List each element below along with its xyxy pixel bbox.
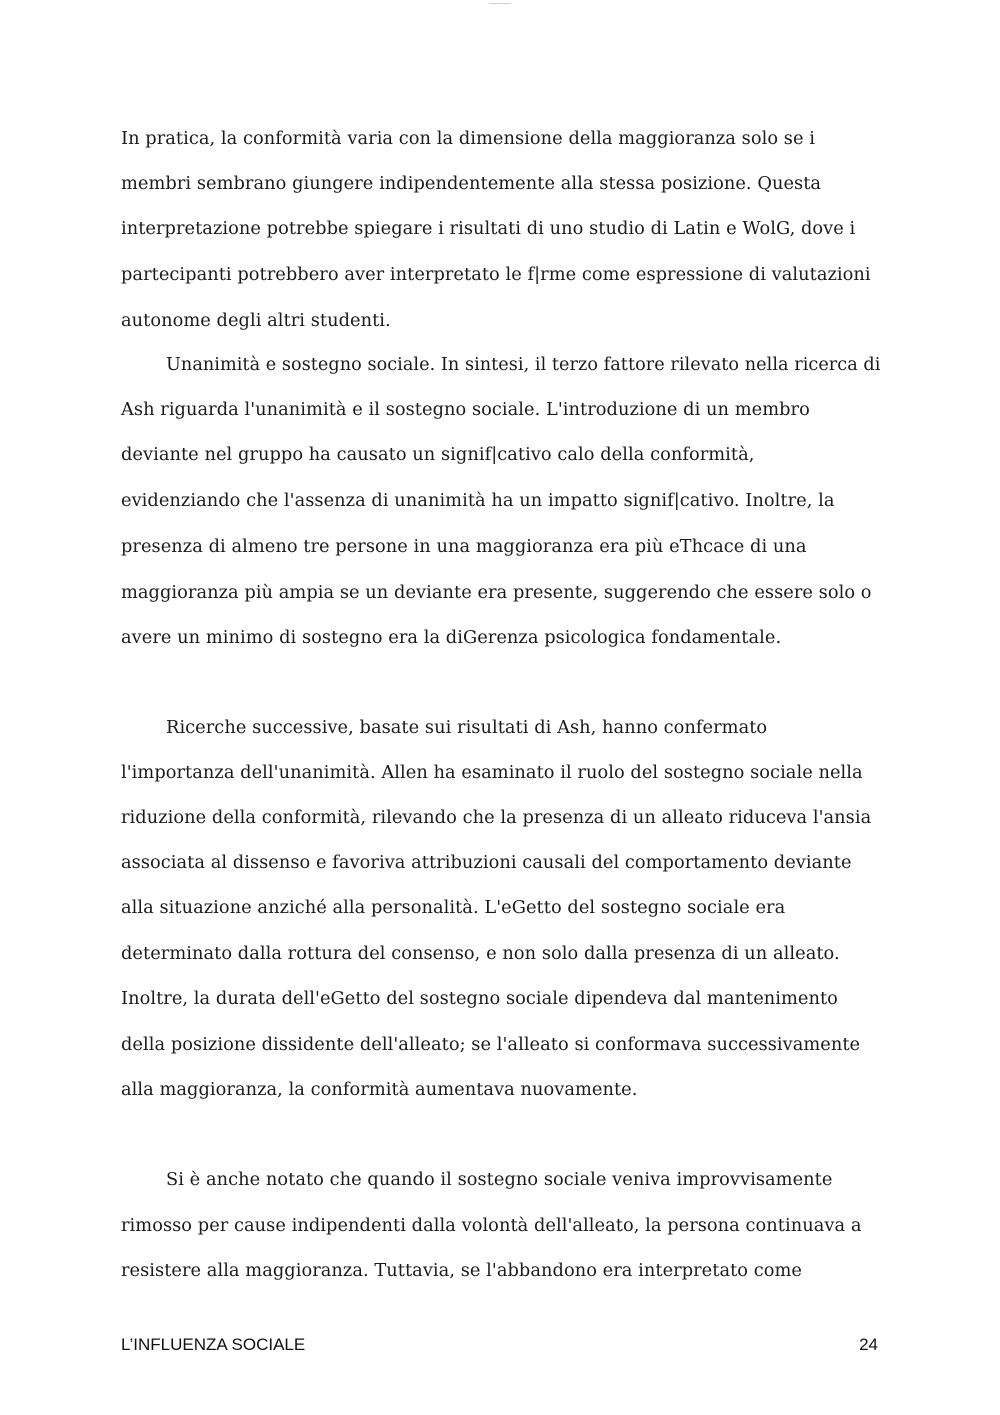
text-line: associata al dissenso e favoriva attribuzioni causali del comportamento deviante	[121, 852, 852, 873]
text-line: membri sembrano giungere indipendentemente alla stessa posizione. Questa	[121, 173, 822, 194]
text-line: Ricerche successive, basate sui risultati di Ash, hanno confermato	[166, 717, 768, 738]
text-line: rimosso per cause indipendenti dalla volontà dell'alleato, la persona continuava a	[121, 1215, 862, 1236]
text-line: alla situazione anziché alla personalità. L'eGetto del sostegno sociale era	[121, 897, 786, 918]
text-line: partecipanti potrebbero aver interpretato le f|rme come espressione di valutazioni	[121, 264, 871, 285]
text-line: Ash riguarda l'unanimità e il sostegno sociale. L'introduzione di un membro	[121, 399, 810, 420]
footer-title: L’INFLUENZA SOCIALE	[121, 1335, 306, 1354]
text-line: avere un minimo di sostegno era la diGerenza psicologica fondamentale.	[121, 627, 782, 648]
page-number: 24	[859, 1335, 878, 1354]
text-line: l'importanza dell'unanimità. Allen ha esaminato il ruolo del sostegno sociale nella	[121, 762, 863, 783]
text-line: Unanimità e sostegno sociale. In sintesi, il terzo fattore rilevato nella ricerca di	[166, 354, 881, 375]
text-line: evidenziando che l'assenza di unanimità ha un impatto signif|cativo. Inoltre, la	[121, 490, 835, 511]
text-line: presenza di almeno tre persone in una maggioranza era più eThcace di una	[121, 536, 807, 557]
text-line: autonome degli altri studenti.	[121, 310, 391, 331]
text-line: determinato dalla rottura del consenso, e non solo dalla presenza di un alleato.	[121, 943, 840, 964]
header-mark	[489, 0, 511, 4]
text-line: riduzione della conformità, rilevando che la presenza di un alleato riduceva l'ansia	[121, 807, 872, 828]
text-line: resistere alla maggioranza. Tuttavia, se l'abbandono era interpretato come	[121, 1260, 802, 1281]
text-line: della posizione dissidente dell'alleato; se l'alleato si conformava successivamente	[121, 1034, 861, 1055]
text-line: maggioranza più ampia se un deviante era presente, suggerendo che essere solo o	[121, 582, 872, 603]
text-line: Inoltre, la durata dell'eGetto del sostegno sociale dipendeva dal mantenimento	[121, 988, 838, 1009]
text-line: In pratica, la conformità varia con la dimensione della maggioranza solo se i	[121, 128, 815, 149]
text-line: deviante nel gruppo ha causato un signif|cativo calo della conformità,	[121, 444, 755, 465]
text-line: Si è anche notato che quando il sostegno sociale veniva improvvisamente	[166, 1169, 833, 1190]
text-line: interpretazione potrebbe spiegare i risultati di uno studio di Latin e WolG, dove i	[121, 218, 856, 239]
text-line: alla maggioranza, la conformità aumentava nuovamente.	[121, 1079, 638, 1100]
